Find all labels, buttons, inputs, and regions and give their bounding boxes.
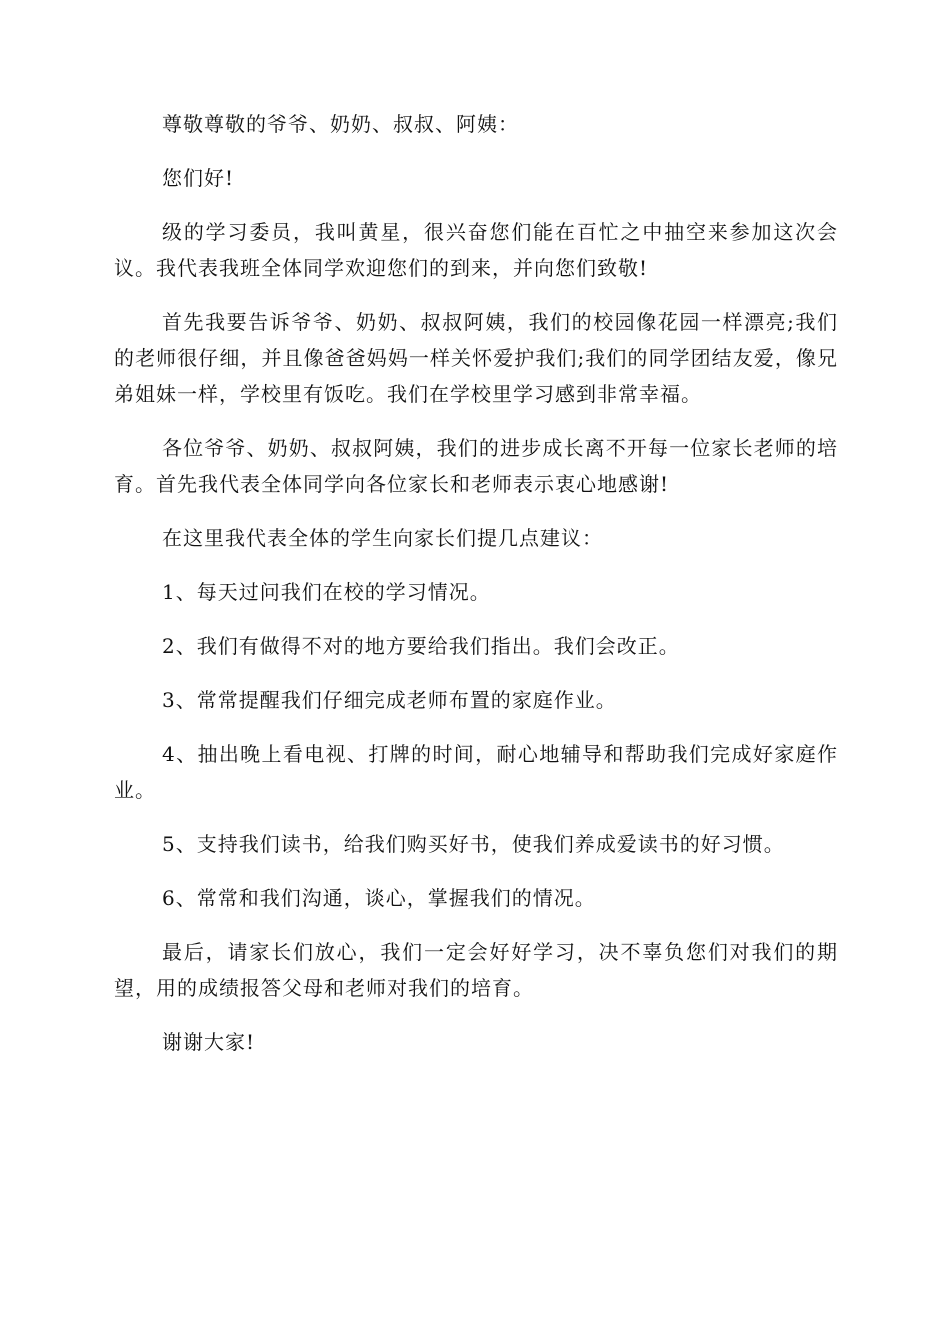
suggestion-item-4: 4、抽出晚上看电视、打牌的时间，耐心地辅导和帮助我们完成好家庭作业。 — [114, 742, 838, 802]
hello-line: 您们好! — [162, 166, 235, 190]
suggestion-item-1: 1、每天过问我们在校的学习情况。 — [162, 580, 491, 604]
suggestion-item-2: 2、我们有做得不对的地方要给我们指出。我们会改正。 — [162, 634, 680, 658]
paragraph-suggestions-intro: 在这里我代表全体的学生向家长们提几点建议： — [162, 526, 603, 550]
suggestion-item-5: 5、支持我们读书，给我们购买好书，使我们养成爱读书的好习惯。 — [162, 832, 785, 856]
suggestion-item-3: 3、常常提醒我们仔细完成老师布置的家庭作业。 — [162, 688, 617, 712]
suggestion-item-6: 6、常常和我们沟通，谈心，掌握我们的情况。 — [162, 886, 596, 910]
thanks-line: 谢谢大家! — [162, 1030, 256, 1054]
paragraph-gratitude: 各位爷爷、奶奶、叔叔阿姨，我们的进步成长离不开每一位家长老师的培育。首先我代表全体同学向各位家长和老师表示衷心地感谢! — [114, 436, 838, 496]
document-page — [114, 106, 838, 1078]
greeting: 尊敬尊敬的爷爷、奶奶、叔叔、阿姨： — [162, 112, 519, 136]
paragraph-school-life: 首先我要告诉爷爷、奶奶、叔叔阿姨，我们的校园像花园一样漂亮;我们的老师很仔细，并且像爸爸妈妈一样关怀爱护我们;我们的同学团结友爱，像兄弟姐妹一样，学校里有饭吃。我们在学校里学习感到非常幸福。 — [114, 310, 838, 406]
paragraph-closing: 最后，请家长们放心，我们一定会好好学习，决不辜负您们对我们的期望，用的成绩报答父母和老师对我们的培育。 — [114, 940, 838, 1000]
paragraph-introduction: 级的学习委员，我叫黄星，很兴奋您们能在百忙之中抽空来参加这次会议。我代表我班全体同学欢迎您们的到来，并向您们致敬! — [114, 220, 838, 280]
